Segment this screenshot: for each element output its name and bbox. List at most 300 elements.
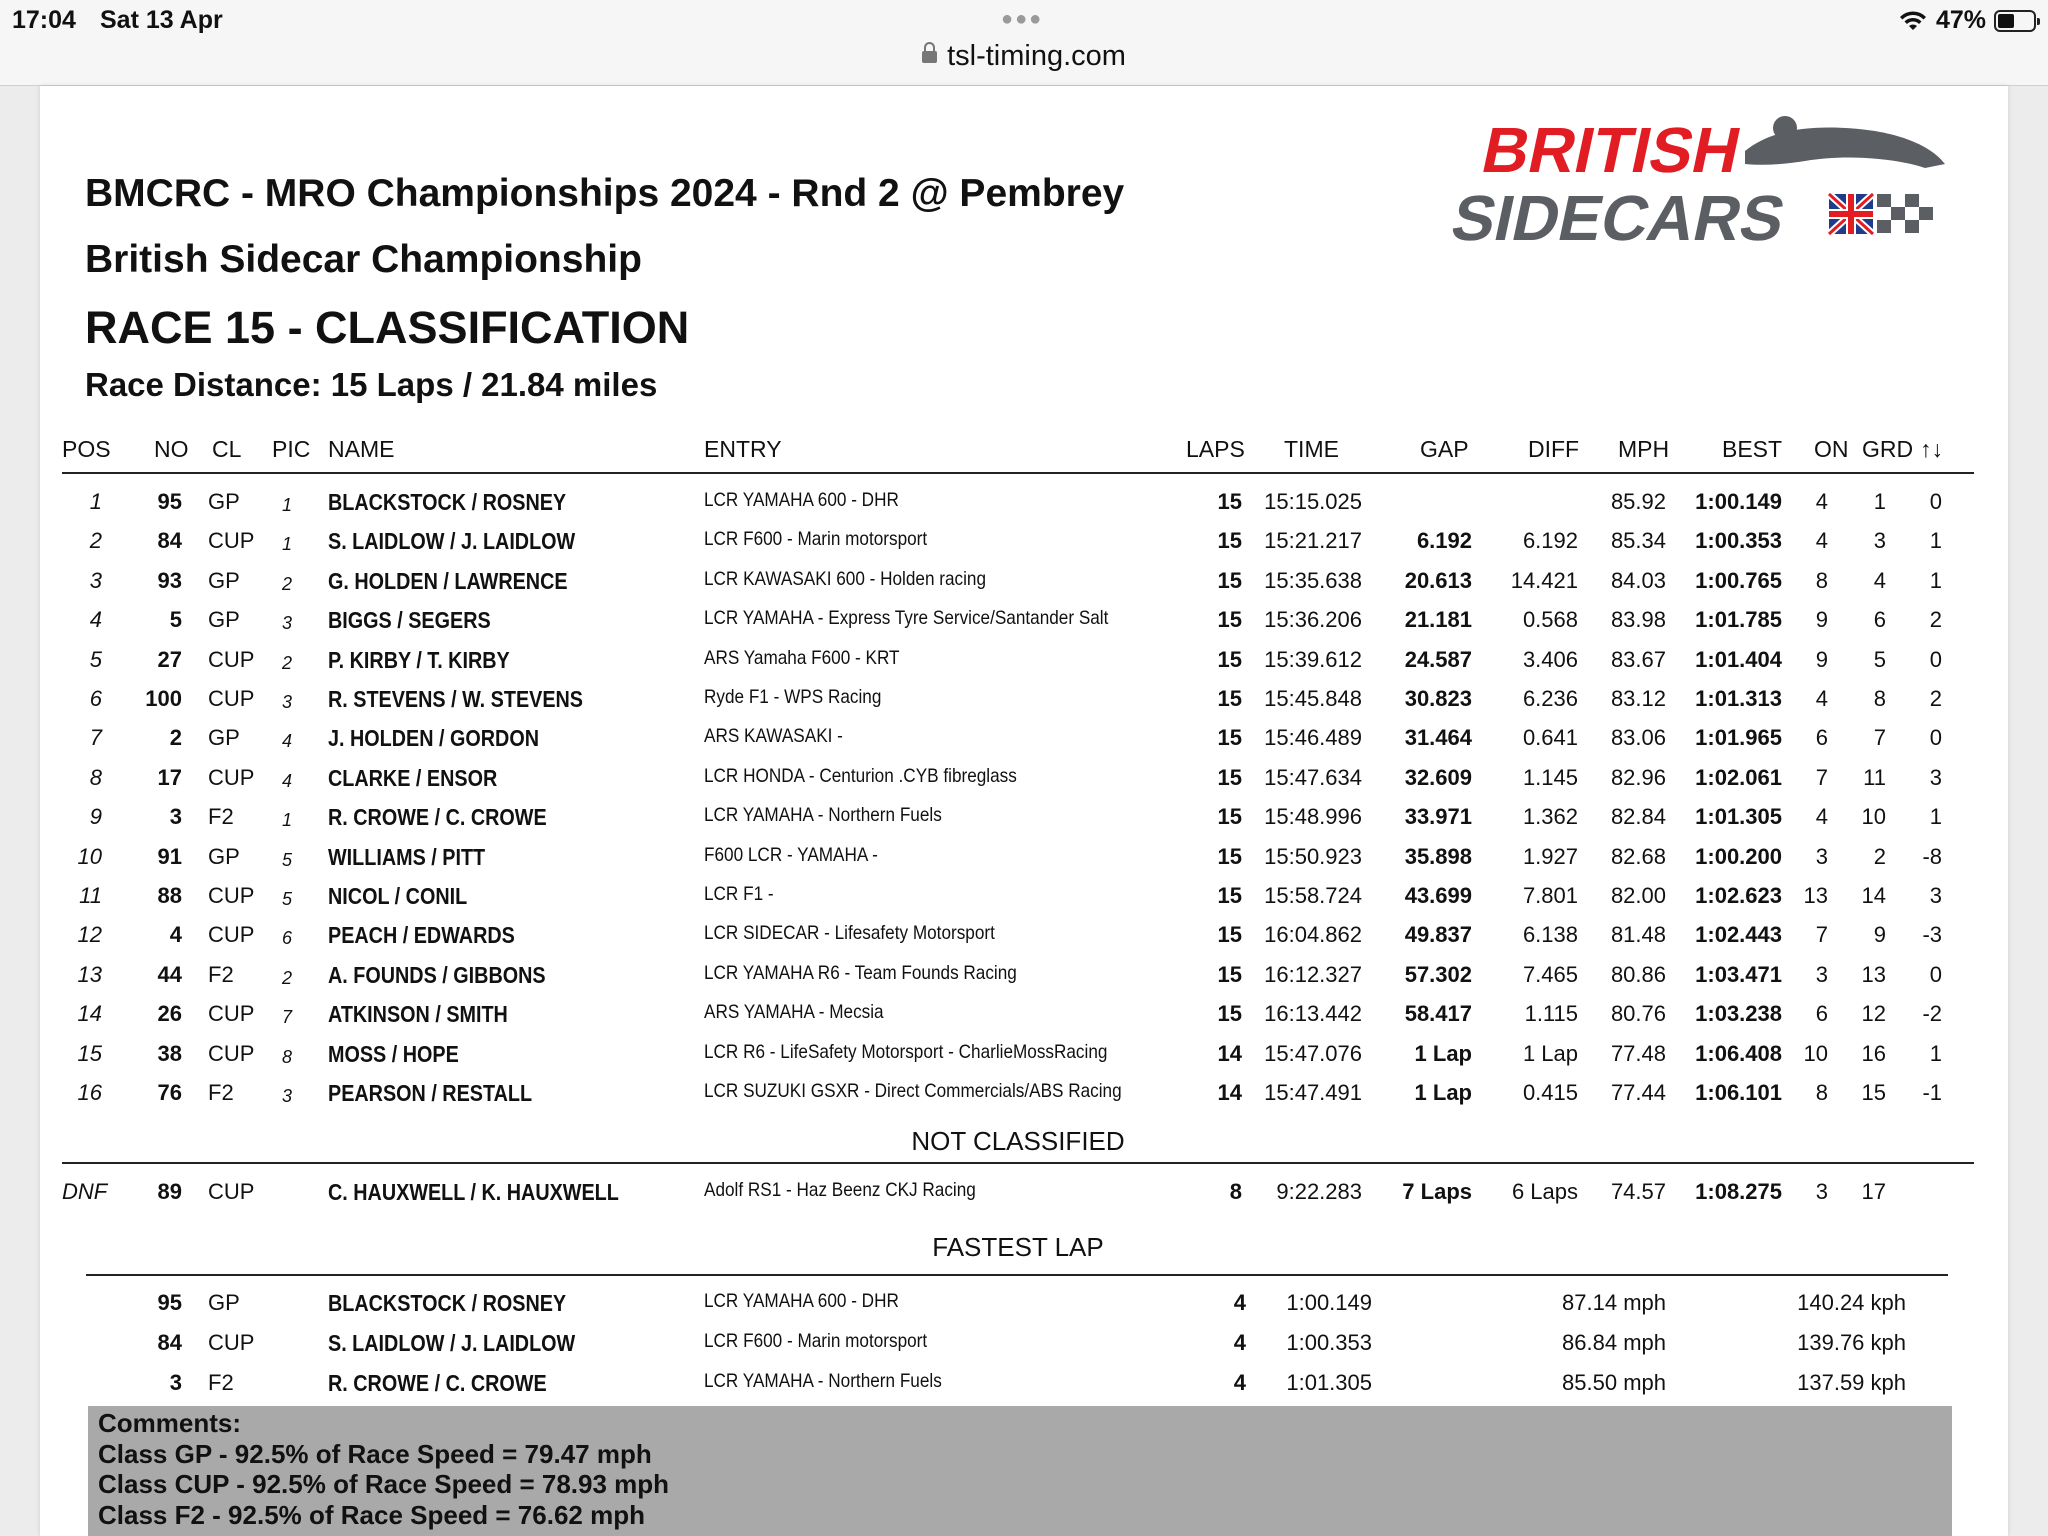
cell-best: 1:03.238 [1695, 1001, 1782, 1027]
cell-on: 9 [1815, 646, 1828, 672]
cell-gap: 6.192 [1416, 528, 1472, 554]
column-header: LAPS [1186, 436, 1245, 462]
cell-name: P. KIRBY / T. KIRBY [328, 646, 510, 673]
cell-chg: -1 [1922, 1080, 1942, 1105]
cell-entry: LCR SIDECAR - Lifesafety Motorsport [704, 922, 995, 945]
cell-best: 1:06.408 [1695, 1040, 1782, 1066]
cell-entry: Ryde F1 - WPS Racing [704, 686, 882, 708]
cell-laps: 15 [1217, 764, 1242, 790]
cell-no: 44 [157, 961, 182, 987]
cell-entry: ARS YAMAHA - Mecsia [704, 1001, 884, 1024]
cell-diff: 7.465 [1522, 961, 1578, 987]
cell-on: 8 [1815, 1080, 1828, 1105]
table-row [62, 680, 1974, 719]
cell-kph: 140.24 kph [1797, 1290, 1906, 1315]
cell-name: A. FOUNDS / GIBBONS [328, 961, 546, 988]
cell-laps: 15 [1217, 843, 1242, 869]
cell-diff: 1.145 [1522, 764, 1578, 790]
cell-best: 1:00.765 [1695, 567, 1782, 593]
cell-pos: 14 [77, 1001, 102, 1027]
column-header[interactable]: ↑↓ [1920, 436, 1943, 462]
cell-laps: 15 [1217, 804, 1242, 830]
cell-grd: 9 [1873, 922, 1886, 948]
cell-cl: F2 [208, 804, 234, 830]
cell-diff: 0.415 [1522, 1080, 1578, 1105]
comments-box [88, 1406, 1952, 1536]
column-header: CL [212, 436, 242, 462]
cell-entry: LCR YAMAHA 600 - DHR [704, 489, 899, 511]
cell-cl: GP [208, 1290, 240, 1315]
logo-text-line2: SIDECARS [1445, 181, 1792, 254]
not-classified-divider [62, 1162, 1974, 1164]
cell-mph: 83.12 [1610, 686, 1666, 711]
table-row [62, 601, 1974, 640]
cell-mph: 74.57 [1610, 1179, 1666, 1204]
cell-name: J. HOLDEN / GORDON [328, 725, 540, 752]
cell-cl: CUP [208, 883, 255, 908]
cell-cl: CUP [208, 528, 255, 554]
cell-laps: 8 [1229, 1179, 1242, 1204]
cell-entry: LCR YAMAHA 600 - DHR [704, 1290, 899, 1312]
cell-best: 1:01.965 [1695, 725, 1782, 751]
cell-best: 1:01.313 [1695, 686, 1782, 711]
cell-kph: 139.76 kph [1797, 1330, 1906, 1355]
cell-no: 89 [157, 1179, 182, 1204]
cell-mph: 82.84 [1610, 804, 1666, 830]
cell-chg: -8 [1922, 843, 1942, 869]
cell-chg: 2 [1929, 686, 1942, 711]
cell-pic: 3 [281, 1086, 292, 1106]
table-row [62, 995, 1974, 1034]
not-classified-heading: NOT CLASSIFIED [911, 1126, 1125, 1156]
cell-mph: 81.48 [1610, 922, 1666, 948]
cell-entry: LCR YAMAHA R6 - Team Founds Racing [704, 961, 1017, 984]
cell-chg: 3 [1929, 883, 1942, 908]
table-row [62, 1035, 1974, 1074]
cell-cl: CUP [208, 646, 255, 672]
cell-gap: 49.837 [1404, 922, 1472, 948]
address-bar[interactable] [0, 40, 2048, 73]
cell-grd: 17 [1861, 1179, 1886, 1204]
cell-gap: 33.971 [1404, 804, 1472, 830]
cell-cl: F2 [208, 961, 234, 987]
status-time: 17:04 [12, 6, 76, 34]
table-row [62, 956, 1974, 995]
cell-pic: 5 [281, 849, 292, 870]
cell-laps: 14 [1217, 1080, 1242, 1105]
cell-time: 15:47.491 [1264, 1080, 1362, 1105]
race-distance: Race Distance: 15 Laps / 21.84 miles [85, 366, 658, 403]
cell-gap: 31.464 [1404, 725, 1472, 751]
table-row [62, 483, 1974, 522]
cell-on: 8 [1815, 567, 1828, 593]
cell-laps: 15 [1217, 922, 1242, 948]
cell-entry: LCR F1 - [704, 883, 774, 905]
column-header: NO [154, 436, 189, 462]
cell-cl: GP [208, 725, 240, 751]
cell-chg: 2 [1929, 607, 1942, 633]
union-flag-icon [1829, 194, 1873, 234]
cell-diff: 14.421 [1510, 567, 1578, 593]
cell-chg: 1 [1929, 567, 1942, 593]
cell-grd: 1 [1873, 489, 1886, 514]
cell-no: 17 [157, 764, 182, 790]
cell-on: 6 [1815, 725, 1828, 751]
chequered-flag-icon [1877, 194, 1933, 233]
battery-percent: 47% [1935, 6, 1986, 34]
results-table-header [62, 436, 1974, 476]
cell-name: WILLIAMS / PITT [328, 843, 486, 870]
cell-on: 4 [1815, 528, 1828, 554]
cell-time: 15:50.923 [1264, 843, 1362, 869]
cell-name: NICOL / CONIL [328, 883, 468, 909]
cell-diff: 1 Lap [1522, 1040, 1578, 1066]
cell-time: 9:22.283 [1276, 1179, 1362, 1204]
cell-time: 15:47.634 [1264, 764, 1362, 790]
cell-chg: 3 [1929, 764, 1942, 790]
fastest-lap-heading: FASTEST LAP [932, 1232, 1104, 1262]
cell-time: 16:12.327 [1264, 961, 1362, 987]
cell-chg: 0 [1929, 961, 1942, 987]
cell-laps: 15 [1217, 567, 1242, 593]
cell-gap: 32.609 [1404, 764, 1472, 790]
cell-mph: 85.34 [1610, 528, 1666, 554]
cell-pic: 1 [281, 810, 292, 831]
cell-lap: 4 [1233, 1370, 1246, 1395]
cell-name: BLACKSTOCK / ROSNEY [328, 489, 567, 515]
cell-pos: 13 [77, 961, 102, 987]
cell-chg: 0 [1929, 489, 1942, 514]
cell-entry: LCR SUZUKI GSXR - Direct Commercials/ABS Racing [704, 1080, 1122, 1102]
cell-entry: LCR YAMAHA - Northern Fuels [704, 1370, 942, 1392]
cell-time: 15:36.206 [1264, 607, 1362, 633]
cell-name: R. CROWE / C. CROWE [328, 804, 547, 831]
cell-gap: 58.417 [1404, 1001, 1472, 1027]
column-header: ENTRY [704, 436, 782, 462]
cell-gap: 1 Lap [1414, 1040, 1472, 1066]
cell-pic: 2 [281, 967, 292, 988]
column-header: POS [62, 436, 111, 462]
table-row [62, 522, 1974, 561]
column-header: NAME [328, 436, 395, 462]
cell-entry: Adolf RS1 - Haz Beenz CKJ Racing [704, 1179, 976, 1201]
logo-text-line1: BRITISH [1476, 113, 1748, 186]
cell-gap: 20.613 [1404, 567, 1472, 593]
cell-time: 15:45.848 [1264, 686, 1362, 711]
cell-name: PEARSON / RESTALL [328, 1080, 533, 1106]
fastest-lap-row [62, 1364, 1974, 1403]
cell-pos: 10 [77, 843, 102, 869]
cell-cl: GP [208, 607, 240, 633]
cell-best: 1:00.353 [1695, 528, 1782, 554]
cell-name: C. HAUXWELL / K. HAUXWELL [328, 1179, 619, 1205]
cell-mph: 83.67 [1610, 646, 1666, 672]
cell-mph: 77.48 [1610, 1040, 1666, 1066]
cell-on: 13 [1803, 883, 1828, 908]
cell-grd: 8 [1873, 686, 1886, 711]
cell-time: 15:46.489 [1264, 725, 1362, 751]
cell-laps: 15 [1217, 725, 1242, 751]
cell-no: 26 [157, 1001, 182, 1027]
cell-name: BLACKSTOCK / ROSNEY [328, 1290, 567, 1316]
cell-name: PEACH / EDWARDS [328, 922, 515, 949]
column-header: BEST [1722, 436, 1783, 462]
cell-entry: ARS KAWASAKI - [704, 725, 843, 748]
cell-no: 27 [157, 646, 182, 672]
cell-mph: 80.86 [1610, 961, 1666, 987]
comments-title: Comments: [98, 1408, 242, 1438]
cell-entry: LCR R6 - LifeSafety Motorsport - CharlieMossRacing [704, 1040, 1108, 1063]
cell-cl: GP [208, 567, 240, 593]
cell-time: 15:15.025 [1264, 489, 1362, 514]
cell-grd: 11 [1863, 764, 1886, 790]
cell-laps: 15 [1217, 961, 1242, 987]
cell-entry: LCR HONDA - Centurion .CYB fibreglass [704, 764, 1017, 787]
table-row [62, 641, 1974, 680]
cell-name: R. CROWE / C. CROWE [328, 1370, 547, 1396]
cell-laps: 15 [1217, 528, 1242, 554]
cell-grd: 2 [1873, 843, 1886, 869]
cell-no: 84 [157, 1330, 182, 1355]
cell-mph: 83.06 [1610, 725, 1666, 751]
fastest-lap-row [62, 1324, 1974, 1363]
cell-entry: LCR YAMAHA - Express Tyre Service/Santander Salt [704, 607, 1109, 630]
cell-gap: 24.587 [1404, 646, 1472, 672]
cell-time: 1:00.353 [1286, 1330, 1372, 1355]
cell-time: 15:21.217 [1264, 528, 1362, 554]
cell-on: 10 [1803, 1040, 1828, 1066]
cell-on: 3 [1815, 843, 1828, 869]
cell-chg: -2 [1922, 1001, 1942, 1027]
cell-pic: 1 [281, 534, 292, 555]
cell-pos: DNF [62, 1179, 108, 1204]
cell-diff: 0.568 [1522, 607, 1578, 633]
cell-pos: 2 [89, 528, 102, 554]
cell-mph: 85.92 [1610, 489, 1666, 514]
cell-gap: 35.898 [1404, 843, 1472, 869]
cell-time: 1:01.305 [1286, 1370, 1372, 1395]
cell-pic: 7 [281, 1007, 292, 1028]
cell-on: 9 [1815, 607, 1828, 633]
wifi-icon [1898, 10, 1928, 32]
cell-diff: 6.192 [1522, 528, 1578, 554]
cell-mph: 87.14 mph [1562, 1290, 1666, 1315]
cell-pic: 4 [281, 731, 292, 752]
cell-cl: CUP [208, 764, 255, 790]
cell-grd: 13 [1861, 961, 1886, 987]
table-row [62, 916, 1974, 955]
cell-diff: 3.406 [1522, 646, 1578, 672]
cell-diff: 1.115 [1524, 1001, 1578, 1027]
table-row [62, 719, 1974, 758]
cell-diff: 1.927 [1522, 843, 1578, 869]
cell-pos: 3 [89, 567, 102, 593]
cell-pos: 6 [89, 686, 102, 711]
comment-line: Class CUP - 92.5% of Race Speed = 78.93 mph [98, 1469, 670, 1499]
column-header: GAP [1420, 436, 1469, 462]
table-row [62, 1074, 1974, 1113]
cell-on: 4 [1815, 686, 1828, 711]
cell-chg: 1 [1929, 528, 1942, 554]
cell-on: 3 [1815, 1179, 1828, 1204]
cell-on: 3 [1815, 961, 1828, 987]
cell-no: 95 [157, 489, 182, 514]
fastest-lap-divider [86, 1274, 1948, 1276]
cell-time: 15:35.638 [1264, 567, 1362, 593]
cell-no: 88 [157, 883, 182, 908]
cell-time: 16:13.442 [1264, 1001, 1362, 1027]
table-row [62, 759, 1974, 798]
cell-pic: 2 [281, 573, 292, 594]
status-right [1898, 6, 2036, 35]
cell-on: 4 [1815, 489, 1828, 514]
column-header: PIC [272, 436, 311, 462]
more-dots-icon[interactable]: ●●● [1001, 8, 1044, 30]
cell-mph: 82.96 [1610, 764, 1666, 790]
battery-level [1998, 14, 2014, 28]
cell-no: 100 [145, 686, 182, 711]
cell-mph: 80.76 [1610, 1001, 1666, 1027]
cell-cl: CUP [208, 1330, 255, 1355]
cell-diff: 1.362 [1522, 804, 1578, 830]
cell-best: 1:02.443 [1695, 922, 1782, 948]
cell-time: 15:39.612 [1264, 646, 1362, 672]
cell-no: 93 [157, 567, 182, 593]
lock-icon [922, 51, 937, 63]
cell-chg: 0 [1929, 646, 1942, 672]
cell-pic: 6 [281, 928, 292, 949]
cell-pos: 11 [79, 883, 102, 908]
cell-entry: LCR F600 - Marin motorsport [704, 1330, 928, 1352]
results-page [40, 86, 2008, 1536]
cell-name: CLARKE / ENSOR [328, 764, 498, 791]
cell-gap: 57.302 [1404, 961, 1472, 987]
cell-grd: 16 [1861, 1040, 1886, 1066]
cell-mph: 86.84 mph [1562, 1330, 1666, 1355]
cell-cl: GP [208, 843, 240, 869]
championship-title: British Sidecar Championship [85, 238, 642, 281]
cell-grd: 15 [1861, 1080, 1886, 1105]
cell-mph: 85.50 mph [1562, 1370, 1666, 1395]
cell-cl: CUP [208, 1040, 255, 1066]
cell-entry: LCR F600 - Marin motorsport [704, 528, 928, 551]
cell-pic: 3 [281, 692, 292, 712]
cell-chg: 1 [1929, 804, 1942, 830]
cell-best: 1:00.200 [1695, 843, 1782, 869]
cell-no: 5 [169, 607, 182, 633]
cell-on: 7 [1815, 764, 1828, 790]
cell-name: S. LAIDLOW / J. LAIDLOW [328, 528, 576, 555]
cell-time: 15:58.724 [1264, 883, 1362, 908]
column-header: TIME [1284, 436, 1339, 462]
cell-laps: 14 [1217, 1040, 1242, 1066]
cell-mph: 82.68 [1610, 843, 1666, 869]
cell-pic: 5 [281, 889, 292, 909]
cell-no: 2 [169, 725, 182, 751]
cell-pos: 9 [89, 804, 102, 830]
cell-gap: 43.699 [1404, 883, 1472, 908]
comment-line: Class GP - 92.5% of Race Speed = 79.47 mph [98, 1438, 652, 1469]
cell-pos: 7 [89, 725, 102, 751]
cell-best: 1:03.471 [1695, 961, 1782, 987]
cell-pic: 8 [281, 1046, 292, 1067]
event-title: BMCRC - MRO Championships 2024 - Rnd 2 @ Pembrey [85, 172, 1125, 215]
cell-laps: 15 [1217, 883, 1242, 908]
cell-mph: 83.98 [1610, 607, 1666, 633]
table-row [62, 1173, 1974, 1212]
cell-cl: CUP [208, 686, 255, 711]
cell-best: 1:01.404 [1695, 646, 1782, 672]
cell-best: 1:01.785 [1695, 607, 1782, 633]
cell-pos: 4 [89, 607, 102, 633]
cell-chg: 0 [1929, 725, 1942, 751]
cell-time: 16:04.862 [1264, 922, 1362, 948]
cell-on: 6 [1815, 1001, 1828, 1027]
cell-kph: 137.59 kph [1797, 1370, 1906, 1395]
comment-line: Class F2 - 92.5% of Race Speed = 76.62 mph [98, 1499, 645, 1530]
cell-laps: 15 [1217, 646, 1242, 672]
cell-mph: 84.03 [1610, 567, 1666, 593]
cell-chg: 1 [1929, 1040, 1942, 1066]
cell-diff: 6.138 [1522, 922, 1578, 948]
status-date: Sat 13 Apr [100, 6, 223, 34]
cell-diff: 6 Laps [1511, 1179, 1578, 1204]
cell-name: S. LAIDLOW / J. LAIDLOW [328, 1330, 576, 1356]
cell-pic: 1 [281, 495, 292, 515]
cell-laps: 15 [1217, 607, 1242, 633]
cell-no: 3 [169, 1370, 182, 1395]
cell-entry: ARS Yamaha F600 - KRT [704, 646, 900, 669]
cell-cl: CUP [208, 1179, 255, 1204]
cell-no: 84 [157, 528, 182, 554]
cell-pic: 4 [281, 770, 292, 791]
cell-cl: GP [208, 489, 240, 514]
cell-name: G. HOLDEN / LAWRENCE [328, 567, 568, 594]
cell-no: 91 [157, 843, 182, 869]
cell-on: 7 [1815, 922, 1828, 948]
cell-lap: 4 [1233, 1330, 1246, 1355]
cell-diff: 6.236 [1522, 686, 1578, 711]
cell-laps: 15 [1217, 1001, 1242, 1027]
cell-no: 38 [157, 1040, 182, 1066]
cell-pos: 15 [77, 1040, 102, 1066]
cell-grd: 10 [1861, 804, 1886, 830]
cell-grd: 14 [1861, 883, 1886, 908]
table-row [62, 877, 1974, 916]
sidecar-silhouette-icon [1745, 116, 1945, 168]
header-divider [62, 472, 1974, 474]
cell-name: R. STEVENS / W. STEVENS [328, 686, 584, 712]
cell-time: 15:47.076 [1264, 1040, 1362, 1066]
british-sidecars-logo [1445, 106, 1975, 266]
cell-diff: 0.641 [1522, 725, 1578, 751]
cell-no: 4 [169, 922, 182, 948]
cell-diff: 7.801 [1522, 883, 1578, 908]
cell-pos: 8 [89, 764, 102, 790]
cell-cl: F2 [208, 1080, 234, 1105]
cell-no: 95 [157, 1290, 182, 1315]
cell-no: 76 [157, 1080, 182, 1105]
cell-grd: 6 [1873, 607, 1886, 633]
cell-best: 1:00.149 [1695, 489, 1782, 514]
table-row [62, 798, 1974, 837]
cell-no: 3 [169, 804, 182, 830]
column-header: DIFF [1528, 436, 1580, 462]
url-text: tsl-timing.com [947, 40, 1126, 72]
cell-time: 15:48.996 [1264, 804, 1362, 830]
cell-gap: 7 Laps [1402, 1179, 1472, 1204]
table-row [62, 838, 1974, 877]
